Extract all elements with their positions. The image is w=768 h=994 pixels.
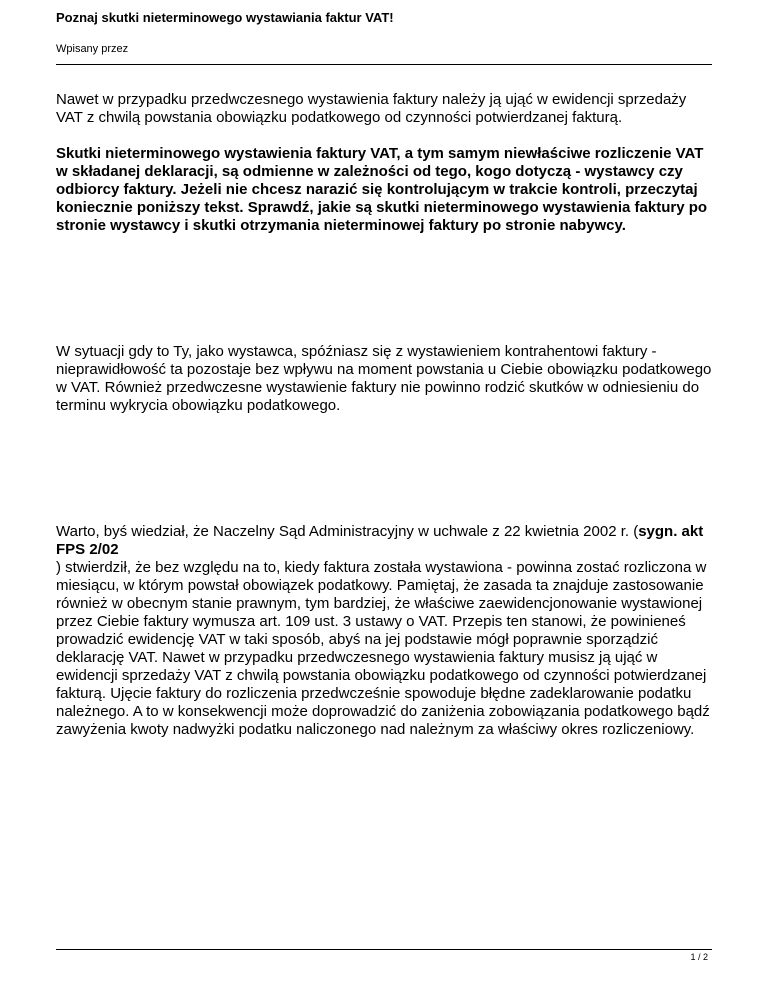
ruling-text-before: Warto, byś wiedział, że Naczelny Sąd Administracyjny w uchwale z 22 kwietnia 2002 r. ( [56,523,639,540]
page-header [56,10,712,56]
page-number: 1 / 2 [690,952,708,962]
article-body [56,91,716,739]
author-line: Wpisany przez [56,43,129,55]
intro-paragraph: Nawet w przypadku przedwczesnego wystawienia faktury należy ją ująć w ewidencji sprzedaży VAT z chwilą powstania obowiązku podatkowego od czynności potwierdzanej fakturą. [56,91,687,126]
issuer-situation-paragraph: W sytuacji gdy to Ty, jako wystawca, spóźniasz się z wystawieniem kontrahentowi faktury - nieprawidłowość ta pozostaje bez wpływu na moment powstania u Ciebie obowiązku podatkowego w VAT. Również przedwczesne wystawienie faktury nie powinno rodzić skutków w odniesieniu do terminu wykrycia obowiązku podatkowego. [56,343,712,414]
header-divider [56,64,712,65]
ruling-case-signature: sygn. akt FPS 2/02 [56,523,704,558]
lead-paragraph: Skutki nieterminowego wystawienia faktury VAT, a tym samym niewłaściwe rozliczenie VAT w składanej deklaracji, są odmienne w zależności od tego, kogo dotyczą - wystawcy czy odbiorcy faktury. Jeżeli nie chcesz narazić się kontrolującym w trakcie kontroli, przeczytaj koniecznie poniższy tekst. Sprawdź, jakie są skutki nieterminowego wystawienia faktury po stronie wystawcy i skutki otrzymania nieterminowej faktury po stronie nabywcy. [56,145,708,234]
document-title: Poznaj skutki nieterminowego wystawiania faktur VAT! [56,10,394,25]
court-ruling-paragraph [56,523,716,739]
ruling-text-after: ) stwierdził, że bez względu na to, kiedy faktura została wystawiona - powinna zostać rozliczona w miesiącu, w którym powstał obowiązek podatkowy. Pamiętaj, że zasada ta znajduje zastosowanie również w obecnym stanie prawnym, tym bardziej, że właściwe zaewidencjonowanie wystawionej przez Ciebie faktury wymusza art. 109 ust. 3 ustawy o VAT. Przepis ten stanowi, że powinieneś prowadzić ewidencję VAT w taki sposób, abyś na jej podstawie mógł poprawnie sporządzić deklarację VAT. Nawet w przypadku przedwczesnego wystawienia faktury musisz ją ująć w ewidencji sprzedaży VAT z chwilą powstania obowiązku podatkowego od czynności potwierdzanej fakturą. Ujęcie faktury do rozliczenia przedwcześnie spowoduje błędne zadeklarowanie podatku należnego. A to w konsekwencji może doprowadzić do zaniżenia zobowiązania podatkowego bądź zawyżenia kwoty nadwyżki podatku naliczonego nad należnym za właściwy okres rozliczeniowy. [56,559,710,738]
footer-divider [56,949,712,950]
